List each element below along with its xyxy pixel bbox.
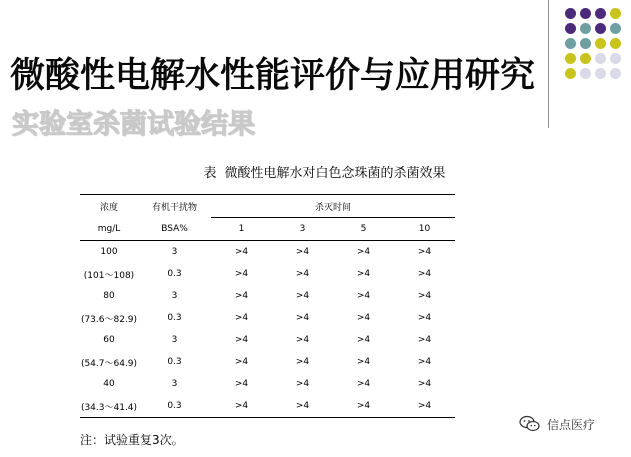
- conc-cell: (73.6～82.9): [80, 314, 138, 325]
- kill-value-cell: >4: [356, 269, 371, 279]
- decorative-dot: [610, 68, 621, 79]
- conc-cell: 80: [103, 291, 115, 301]
- decorative-dot: [565, 53, 576, 64]
- interferent-cell: 0.3: [167, 269, 182, 279]
- decorative-dot: [565, 68, 576, 79]
- decorative-dot: [610, 38, 621, 49]
- conc-cell: (101～108): [83, 270, 135, 281]
- kill-value-cell: >4: [356, 291, 371, 301]
- kill-value-cell: >4: [295, 379, 310, 389]
- table-caption-text: 微酸性电解水对白色念珠菌的杀菌效果: [224, 166, 446, 181]
- kill-value-cell: >4: [234, 379, 249, 389]
- kill-value-cell: >4: [295, 247, 310, 257]
- table-row: [80, 329, 455, 351]
- header-interferent: 有机干扰物: [138, 195, 211, 218]
- table-note: 注：试验重复3次。: [80, 433, 184, 447]
- decorative-dot: [595, 53, 606, 64]
- kill-value-cell: >4: [272, 395, 333, 418]
- kill-effect-table: [80, 194, 455, 418]
- kill-value-cell: >4: [295, 313, 310, 323]
- decorative-dot: [580, 53, 591, 64]
- header-concentration: 浓度: [80, 195, 138, 218]
- kill-value-cell: >4: [356, 313, 371, 323]
- header-time-5: 5: [333, 218, 394, 241]
- kill-value-cell: >4: [234, 247, 249, 257]
- interferent-cell: 3: [171, 379, 178, 389]
- decorative-dot: [595, 68, 606, 79]
- decorative-dot: [580, 8, 591, 19]
- conc-cell: 100: [100, 247, 118, 257]
- table-caption-prefix: 表: [203, 166, 217, 181]
- table-row: [80, 241, 455, 264]
- decorative-dot: [610, 23, 621, 34]
- decorative-dot: [595, 8, 606, 19]
- interferent-cell: 3: [171, 335, 178, 345]
- header-time-3: 3: [272, 218, 333, 241]
- table-row: [80, 307, 455, 329]
- header-kill-time: 杀灭时间: [211, 195, 455, 218]
- interferent-cell: 0.3: [167, 357, 182, 367]
- conc-cell: 60: [103, 335, 115, 345]
- page-title: 微酸性电解水性能评价与应用研究: [10, 56, 536, 96]
- kill-value-cell: >4: [417, 379, 432, 389]
- conc-cell: 40: [103, 379, 115, 389]
- interferent-cell: 3: [171, 247, 178, 257]
- table-row: [80, 395, 455, 418]
- kill-value-cell: >4: [417, 313, 432, 323]
- page-subtitle: 实验室杀菌试验结果: [12, 109, 255, 140]
- divider-line: [548, 0, 549, 128]
- decorative-dot: [580, 38, 591, 49]
- conc-cell: (34.3～41.4): [80, 395, 138, 418]
- decorative-dot: [565, 8, 576, 19]
- decorative-dot: [610, 53, 621, 64]
- decorative-dot: [565, 23, 576, 34]
- kill-value-cell: >4: [417, 291, 432, 301]
- kill-value-cell: >4: [234, 269, 249, 279]
- header-time-10: 10: [394, 218, 455, 241]
- kill-value-cell: >4: [356, 379, 371, 389]
- header-interferent-unit: BSA%: [138, 218, 211, 241]
- kill-value-cell: >4: [417, 247, 432, 257]
- decorative-dot: [580, 68, 591, 79]
- kill-value-cell: >4: [417, 335, 432, 345]
- table-row: [80, 351, 455, 373]
- kill-value-cell: >4: [295, 269, 310, 279]
- table-row: [80, 373, 455, 395]
- decorative-dot: [595, 38, 606, 49]
- kill-value-cell: >4: [211, 395, 272, 418]
- interferent-cell: 0.3: [167, 313, 182, 323]
- header-time-1: 1: [211, 218, 272, 241]
- kill-value-cell: >4: [356, 335, 371, 345]
- conc-cell: (54.7～64.9): [80, 358, 138, 369]
- watermark: [519, 415, 595, 433]
- kill-value-cell: >4: [417, 269, 432, 279]
- kill-value-cell: >4: [295, 291, 310, 301]
- kill-value-cell: >4: [356, 357, 371, 367]
- watermark-text: 信点医疗: [547, 417, 596, 432]
- kill-value-cell: >4: [295, 335, 310, 345]
- decorative-dot: [580, 23, 591, 34]
- kill-value-cell: >4: [417, 357, 432, 367]
- interferent-cell: 0.3: [138, 395, 211, 418]
- table-caption: [0, 162, 631, 181]
- kill-value-cell: >4: [333, 395, 394, 418]
- kill-value-cell: >4: [234, 313, 249, 323]
- table-row: [80, 285, 455, 307]
- interferent-cell: 3: [171, 291, 178, 301]
- kill-value-cell: >4: [394, 395, 455, 418]
- decorative-dot: [595, 23, 606, 34]
- header-concentration-unit: mg/L: [80, 218, 138, 241]
- kill-value-cell: >4: [356, 247, 371, 257]
- kill-value-cell: >4: [234, 357, 249, 367]
- kill-value-cell: >4: [295, 357, 310, 367]
- table-row: [80, 263, 455, 285]
- wechat-icon: [519, 415, 541, 433]
- kill-value-cell: >4: [234, 335, 249, 345]
- decorative-dot: [610, 8, 621, 19]
- decorative-dot: [565, 38, 576, 49]
- kill-value-cell: >4: [234, 291, 249, 301]
